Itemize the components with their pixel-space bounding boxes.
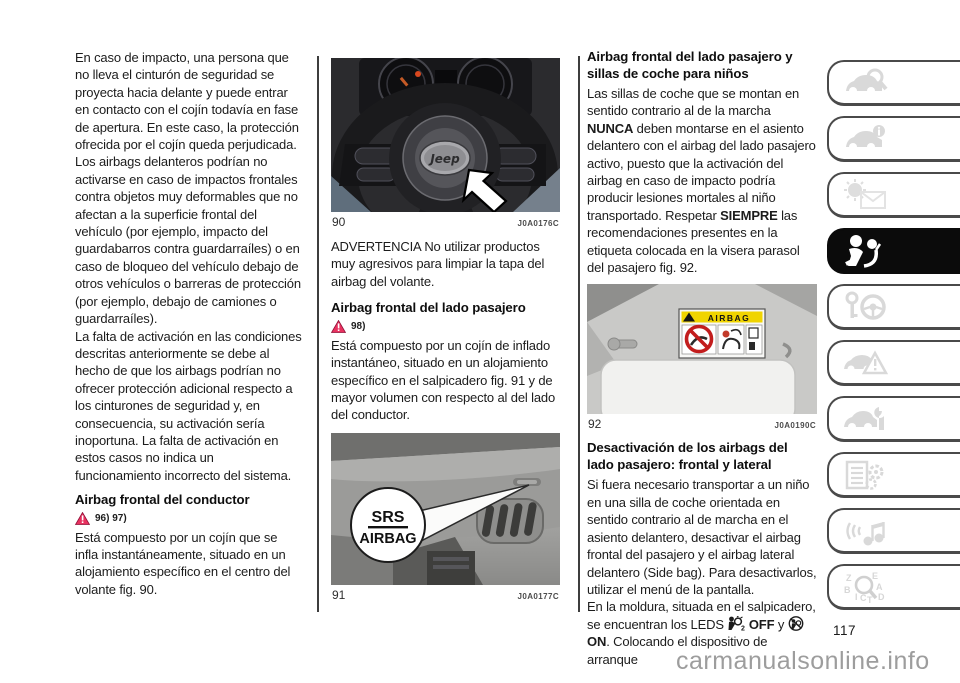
alphabet-search-icon — [842, 570, 888, 604]
paragraph: Está compuesto por un cojín de inflado instantáneo, situado en un alojamiento específico en el salpicadero fig. 91 y de mayor volumen con respecto al del lado del conductor. — [331, 337, 556, 423]
warning-note-refs: 96) 97) — [95, 512, 127, 524]
svg-text:C: C — [860, 592, 867, 603]
figure-caption — [588, 417, 816, 431]
speaker-note-icon — [842, 515, 888, 547]
section-heading: Airbag frontal del lado pasajero — [331, 300, 526, 316]
warning-triangle-icon — [75, 512, 90, 525]
figure-code: J0A0176C — [517, 219, 559, 228]
column-divider — [578, 56, 580, 612]
car-magnifier-icon — [842, 67, 888, 99]
sidebar-tab-emergency — [827, 340, 960, 386]
key-steering-icon — [842, 291, 888, 323]
figure-caption — [332, 588, 559, 602]
svg-text:A: A — [876, 581, 883, 592]
svg-text:Z: Z — [846, 572, 852, 583]
svg-text:T: T — [867, 594, 873, 604]
figure-caption — [332, 215, 559, 229]
text-run: En la moldura, situada en el salpicadero, se encuentran los LEDS — [587, 599, 816, 632]
sidebar-tab-safety-intro — [827, 172, 960, 218]
sidebar-tab-vehicle-overview — [827, 60, 960, 106]
paragraph: ADVERTENCIA No utilizar productos muy agresivos para limpiar la tapa del airbag del volante. — [331, 239, 545, 289]
sidebar-tab-instrument-panel — [827, 116, 960, 162]
car-info-icon — [842, 123, 888, 155]
section-heading: Desactivación de los airbags del lado pasajero: frontal y lateral — [587, 440, 788, 472]
text-run: Las sillas de coche que se montan en sentido contrario al de la marcha — [587, 86, 800, 119]
page-number: 117 — [833, 623, 857, 638]
figure-code: J0A0190C — [774, 421, 816, 431]
paragraph — [587, 85, 817, 276]
sidebar-tab-alphabetical-index — [827, 564, 960, 610]
paragraph: Está compuesto por un cojín que se infla instantáneamente, situado en un alojamiento específico en el centro del volante fig. 90. — [75, 529, 291, 597]
paragraph: En caso de impacto, una persona que no lleva el cinturón de seguridad se proyecta hacia delante y puede entrar en contacto con el cojín todavía en fase de apertura. En este caso, la protección ofrecida por el cojín queda perjudicada. — [75, 50, 299, 153]
warning-row — [75, 512, 303, 525]
svg-text:I: I — [855, 591, 858, 602]
svg-text:D: D — [878, 591, 885, 602]
bold-text-siempre: SIEMPRE — [720, 207, 778, 223]
figure-number: 90 — [332, 215, 346, 229]
light-envelope-icon — [842, 179, 888, 211]
airbag-label-text: AIRBAG — [359, 530, 417, 547]
section-heading: Airbag frontal del conductor — [75, 492, 250, 508]
figure-92-sun-visor-photo — [587, 284, 817, 414]
bold-text-nunca: NUNCA — [587, 120, 634, 136]
occupant-airbag-icon — [842, 234, 888, 268]
paragraph: Si fuera necesario transportar a un niño en una silla de coche orientada en sentido contrario al de marcha en el asiento delantero, desactivar el airbag frontal del pasajero y el airbag lateral delantero (Side bag). Para desactivarlos, utilizar el menú de la pantalla. — [587, 477, 817, 597]
label-title-text: AIRBAG — [707, 313, 751, 324]
srs-label-text: SRS — [371, 508, 405, 526]
svg-text:E: E — [872, 570, 879, 581]
svg-text:B: B — [844, 584, 851, 595]
watermark-text: carmanualsonline.info — [676, 647, 930, 675]
bold-text-off: OFF — [748, 616, 775, 632]
text-run: deben montarse en el asiento delantero con el airbag del lado pasajero activo, puesto que la activación del airbag en caso de impacto podría producir lesiones mortales al niño transportado. Respetar — [587, 120, 816, 223]
car-wrench-icon — [842, 403, 888, 435]
sidebar-tab-technical-data — [827, 452, 960, 498]
sidebar-tab-safety-active — [827, 228, 960, 274]
airbag-off-led-icon — [727, 616, 745, 631]
paragraph: La falta de activación en las condiciones descritas anteriormente se debe al hecho de que los airbags podrían no ofrecer protección adicional respecto a los cinturones de seguridad y, en consecuencia, su activación sería inoportuna. La falta de activación en estos casos no indica un funcionamiento incorrecto del sistema. — [75, 328, 302, 483]
jeep-logo-text: Jeep — [430, 152, 460, 166]
figure-code: J0A0177C — [517, 591, 559, 601]
column-divider — [317, 56, 319, 612]
airbag-warning-label — [679, 309, 765, 358]
sidebar-tab-maintenance — [827, 396, 960, 442]
svg-text:2: 2 — [741, 625, 746, 631]
sidebar-tab-multimedia — [827, 508, 960, 554]
car-warning-triangle-icon — [842, 347, 888, 379]
figure-number: 91 — [332, 587, 346, 602]
figure-number: 92 — [588, 417, 602, 432]
text-run: y — [774, 616, 788, 632]
text-run: . Colocando el dispositivo de arranque — [587, 634, 768, 667]
right-column — [587, 49, 817, 668]
bold-text-on: ON — [587, 634, 607, 650]
warning-row — [331, 320, 560, 333]
left-column — [75, 49, 303, 598]
checklist-gears-icon — [842, 459, 888, 491]
sidebar-tab-starting-driving — [827, 284, 960, 330]
section-heading: Airbag frontal del lado pasajero y sillas de coche para niños — [587, 49, 793, 81]
warning-triangle-icon — [331, 320, 346, 333]
text-run: las recomendaciones presentes en la etiqueta colocada en la visera parasol del pasajero fig. 92. — [587, 207, 800, 276]
paragraph: Los airbags delanteros podrían no activarse en caso de impactos frontales contra objetos muy deformables que no afectan a la superficie frontal del vehículo (por ejemplo, impacto del guardabarros contra guardarraíles) o en caso de bloqueo del vehículo debajo de otros vehículos o barreras de protección (por ejemplo, debajo de camiones o guardarraíles). — [75, 154, 301, 327]
airbag-on-led-icon — [788, 616, 804, 631]
middle-column — [331, 58, 560, 602]
figure-91-dashboard-photo — [331, 433, 560, 585]
figure-90-steering-wheel-photo — [331, 58, 560, 212]
warning-note-refs: 98) — [351, 320, 366, 332]
